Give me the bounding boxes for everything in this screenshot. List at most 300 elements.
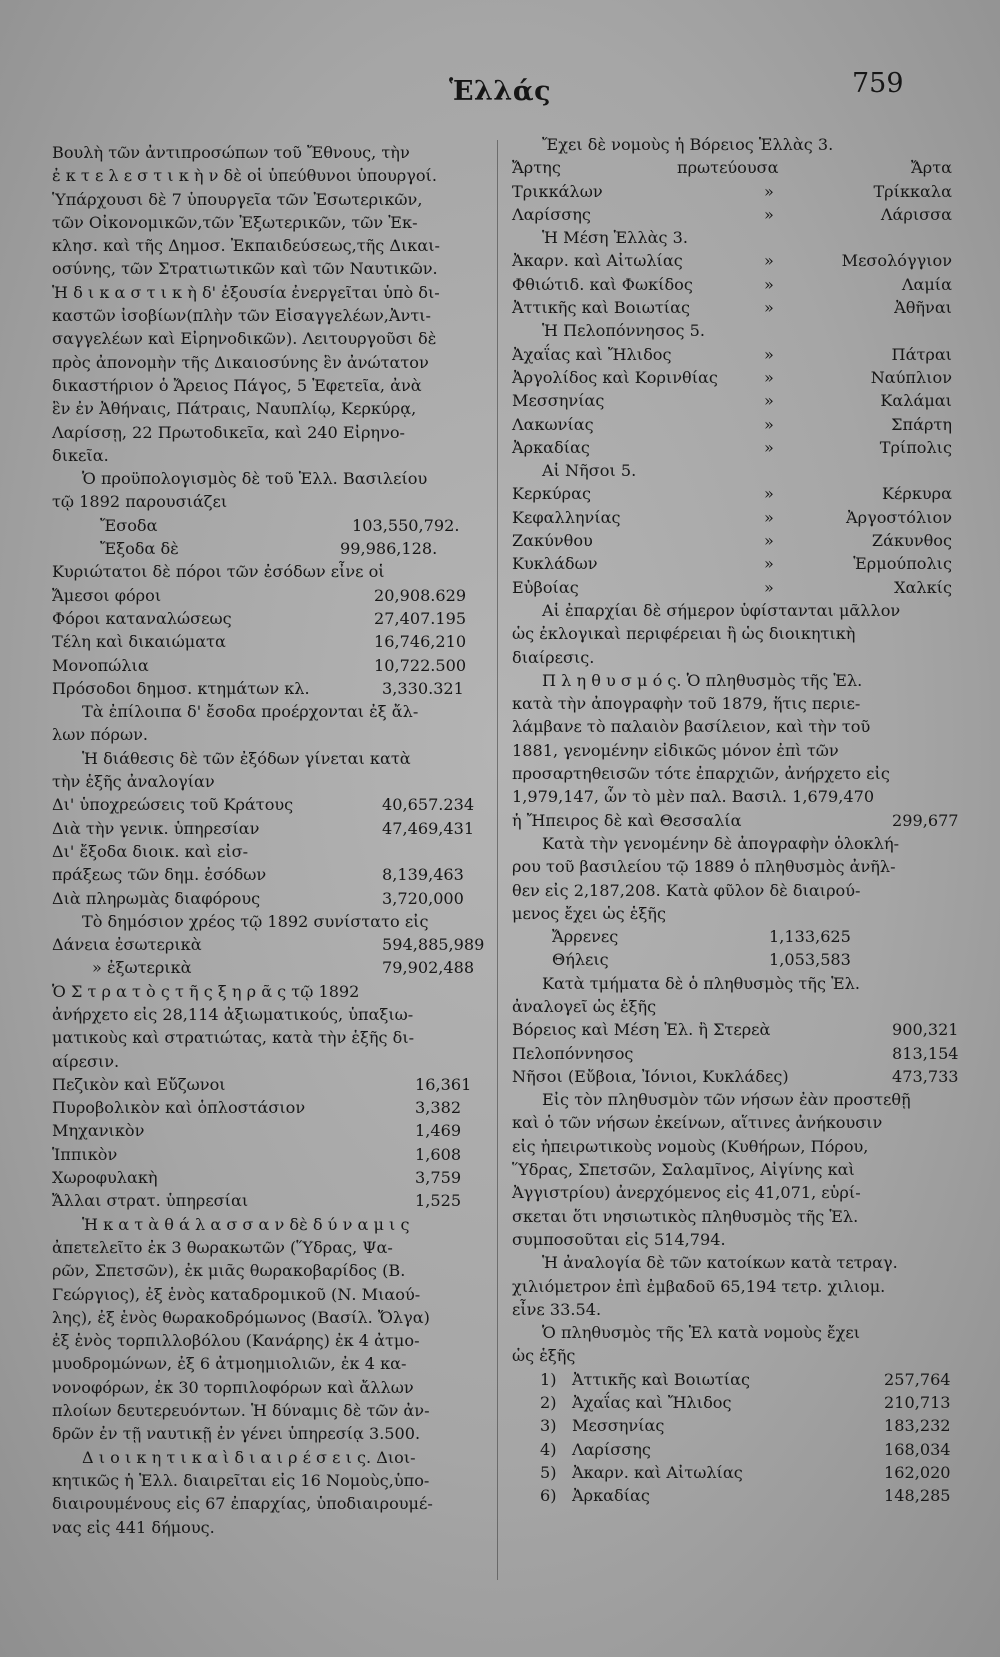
line-text: θεν εἰς 2,187,208. Κατὰ φῦλον δὲ διαιρού- bbox=[512, 880, 861, 900]
text-line bbox=[52, 304, 482, 327]
line-text: Φόροι καταναλώσεως bbox=[52, 608, 232, 628]
text-line bbox=[52, 560, 482, 583]
text-line bbox=[52, 327, 482, 350]
text-line bbox=[52, 1119, 482, 1142]
text-line bbox=[52, 1492, 482, 1515]
nomos-row bbox=[512, 413, 962, 436]
line-text: προσαρτηθεισῶν τότε ἐπαρχιῶν, ἀνήρχετο εἰς bbox=[512, 764, 890, 784]
left-column bbox=[52, 141, 485, 1539]
line-value: 99,986,128. bbox=[340, 539, 438, 559]
text-line bbox=[52, 1469, 482, 1492]
line-text: Πρόσοδοι δημοσ. κτημάτων κλ. bbox=[52, 678, 310, 698]
line-text: πλοίων δευτερευόντων. Ἡ δύναμις δὲ τῶν ἀν- bbox=[52, 1401, 430, 1421]
line-text: ρῶν, Σπετσῶν), ἐκ μιᾶς θωρακοβαρίδος (Β. bbox=[52, 1261, 406, 1281]
line-value: 1,608 bbox=[415, 1144, 462, 1164]
text-line bbox=[512, 739, 962, 762]
line-value: 299,677 bbox=[892, 810, 959, 830]
text-line bbox=[52, 607, 482, 630]
line-text: τῶν Οἰκονομικῶν,τῶν Ἐξωτερικῶν, τῶν Ἐκ- bbox=[52, 212, 418, 232]
nomos-name: Φθιώτιδ. καὶ Φωκίδος bbox=[512, 274, 693, 294]
text-line bbox=[52, 863, 482, 886]
page-title: Ἑλλάς bbox=[448, 76, 552, 107]
right-column bbox=[512, 133, 962, 1508]
nomos-capital: Πάτραι bbox=[891, 344, 952, 364]
line-text: Κατὰ τὴν γενομένην δὲ ἀπογραφὴν ὁλοκλή- bbox=[542, 833, 900, 853]
text-line bbox=[52, 421, 482, 444]
line-text: εἶνε 33.54. bbox=[512, 1299, 602, 1319]
text-line bbox=[512, 1135, 962, 1158]
nomos-row bbox=[512, 180, 962, 203]
text-line bbox=[512, 902, 962, 925]
ranking-number: 6) bbox=[540, 1486, 557, 1506]
line-text: Ἔσοδα bbox=[100, 515, 158, 535]
line-text: Διὰ τὴν γενικ. ὑπηρεσίαν bbox=[52, 818, 260, 838]
line-text: ἐξ ἑνὸς τορπιλλοβόλου (Κανάρης) ἐκ 4 ἀτμο- bbox=[52, 1331, 420, 1351]
nomos-row bbox=[512, 366, 962, 389]
line-text: μενος ἔχει ὡς ἑξῆς bbox=[512, 903, 666, 923]
line-value: 1,053,583 bbox=[769, 950, 851, 970]
line-text: Βουλὴ τῶν ἀντιπροσώπων τοῦ Ἔθνους, τὴν bbox=[52, 143, 410, 162]
nomos-capital: Καλάμαι bbox=[880, 391, 952, 411]
line-text: τῷ 1892 παρουσιάζει bbox=[52, 492, 228, 512]
ditto-mark: » bbox=[764, 367, 774, 387]
nomos-row bbox=[512, 459, 962, 482]
text-line bbox=[52, 1213, 482, 1236]
line-text: Ἄλλαι στρατ. ὑπηρεσίαι bbox=[52, 1191, 249, 1211]
text-line bbox=[52, 700, 482, 723]
line-value: 473,733 bbox=[892, 1066, 959, 1086]
line-text: Χωροφυλακὴ bbox=[52, 1168, 158, 1188]
text-line bbox=[512, 832, 962, 855]
nomos-name: Ἄρτης bbox=[512, 158, 561, 178]
text-line bbox=[52, 584, 482, 607]
ditto-mark: » bbox=[764, 484, 774, 504]
line-text: Ἡ διάθεσις δὲ τῶν ἐξόδων γίνεται κατὰ bbox=[82, 748, 411, 768]
line-text: Λαρίσσῃ, 22 Πρωτοδικεῖα, καὶ 240 Εἰρηνο- bbox=[52, 422, 405, 442]
text-line bbox=[512, 1065, 962, 1088]
nomos-capital: Τρίπολις bbox=[879, 437, 952, 457]
ranking-row bbox=[512, 1484, 962, 1507]
nomos-name: Εὐβοίας bbox=[512, 577, 579, 597]
nomos-capital: Ἑρμούπολις bbox=[853, 554, 952, 574]
line-text: Τὸ δημόσιον χρέος τῷ 1892 συνίστατο εἰς bbox=[82, 911, 429, 931]
text-line bbox=[52, 956, 482, 979]
line-text: καστῶν ἰσοβίων(πλὴν τῶν Εἰσαγγελέων,Ἀντι- bbox=[52, 306, 431, 326]
line-text: Ἄρρενες bbox=[552, 927, 619, 947]
ranking-name: Ἀχαΐας καὶ Ἤλιδος bbox=[572, 1393, 732, 1413]
line-text: ἐ κ τ ε λ ε σ τ ι κ ὴ ν δὲ οἱ ὑπεύθυνοι ὑπουργοί. bbox=[52, 166, 437, 186]
text-line bbox=[512, 1042, 962, 1065]
nomos-row bbox=[512, 249, 962, 272]
line-text: Δι' ἔξοδα διοικ. καὶ εἰσ- bbox=[52, 841, 249, 861]
text-line bbox=[512, 669, 962, 692]
line-text: Νῆσοι (Εὔβοια, Ἰόνιοι, Κυκλάδες) bbox=[512, 1066, 789, 1086]
ranking-name: Ἀττικῆς καὶ Βοιωτίας bbox=[572, 1369, 750, 1389]
nomos-capital-label: πρωτεύουσα bbox=[677, 158, 779, 178]
nomos-name: Ἔχει δὲ νομοὺς ἡ Βόρειος Ἑλλὰς 3. bbox=[542, 135, 834, 154]
line-text: εἰς ἠπειρωτικοὺς νομοὺς (Κυθήρων, Πόρου, bbox=[512, 1136, 869, 1156]
ranking-row bbox=[512, 1414, 962, 1437]
line-text: ἡ Ἤπειρος δὲ καὶ Θεσσαλία bbox=[512, 810, 742, 830]
nomos-capital: Μεσολόγγιον bbox=[841, 251, 952, 271]
line-text: αίρεσιν. bbox=[52, 1051, 120, 1071]
text-line bbox=[52, 910, 482, 933]
line-value: 1,525 bbox=[415, 1191, 462, 1211]
line-text: τὴν ἑξῆς ἀναλογίαν bbox=[52, 772, 215, 792]
line-value: 47,469,431 bbox=[382, 818, 475, 838]
nomos-row bbox=[512, 389, 962, 412]
nomos-capital: Σπάρτη bbox=[891, 414, 952, 434]
ditto-mark: » bbox=[764, 251, 774, 271]
text-line bbox=[52, 537, 482, 560]
line-value: 1,469 bbox=[415, 1121, 462, 1141]
nomos-capital: Κέρκυρα bbox=[882, 484, 952, 504]
text-line bbox=[52, 933, 485, 956]
line-text: σκεται ὅτι νησιωτικὸς πληθυσμὸς τῆς Ἑλ. bbox=[512, 1206, 859, 1226]
text-line bbox=[52, 281, 482, 304]
text-line bbox=[52, 397, 482, 420]
text-line bbox=[512, 622, 962, 645]
line-text: κητικῶς ἡ Ἑλλ. διαιρεῖται εἰς 16 Νομοὺς,ὑπο- bbox=[52, 1470, 430, 1490]
nomos-row bbox=[512, 529, 962, 552]
nomos-capital: Ἄρτα bbox=[910, 158, 952, 178]
text-line bbox=[52, 211, 482, 234]
line-text: Πυροβολικὸν καὶ ὁπλοστάσιον bbox=[52, 1098, 306, 1118]
text-line bbox=[52, 467, 482, 490]
nomos-capital: Ζάκυνθος bbox=[871, 531, 952, 551]
nomos-row bbox=[512, 552, 962, 575]
ditto-mark: » bbox=[764, 414, 774, 434]
line-text: Π λ η θ υ σ μ ό ς. Ὁ πληθυσμὸς τῆς Ἑλ. bbox=[542, 670, 863, 690]
text-line bbox=[512, 1088, 962, 1111]
nomos-name: Λακωνίας bbox=[512, 414, 594, 434]
text-line bbox=[52, 1329, 482, 1352]
line-text: διαιρουμένους εἰς 67 ἐπαρχίας, ὑποδιαιρουμέ- bbox=[52, 1494, 433, 1514]
line-value: 16,361 bbox=[415, 1074, 472, 1094]
text-line bbox=[512, 646, 962, 669]
nomos-name: Ἀργολίδος καὶ Κορινθίας bbox=[512, 367, 718, 387]
text-line bbox=[52, 1399, 482, 1422]
text-line bbox=[52, 444, 482, 467]
nomos-capital: Ἀργοστόλιον bbox=[846, 507, 952, 527]
line-text: Αἱ ἐπαρχίαι δὲ σήμερον ὑφίστανται μᾶλλον bbox=[542, 600, 901, 620]
line-value: 900,321 bbox=[892, 1020, 959, 1040]
line-value: 594,885,989 bbox=[382, 935, 485, 955]
line-value: 27,407.195 bbox=[374, 608, 467, 628]
text-line bbox=[512, 995, 962, 1018]
text-line bbox=[52, 1259, 482, 1282]
line-text: ὡς ἐκλογικαὶ περιφέρειαι ἢ ὡς διοικητικὴ bbox=[512, 624, 856, 644]
line-text: Δι' ὑποχρεώσεις τοῦ Κράτους bbox=[52, 795, 294, 815]
text-line bbox=[512, 1018, 962, 1041]
text-line bbox=[52, 654, 482, 677]
text-line bbox=[52, 1073, 482, 1096]
nomos-name: Κεφαλληνίας bbox=[512, 507, 621, 527]
text-line bbox=[52, 234, 482, 257]
line-text: 1881, γενομένην εἰδικῶς μόνον ἐπὶ τῶν bbox=[512, 740, 839, 760]
text-line bbox=[52, 840, 482, 863]
text-line bbox=[52, 887, 482, 910]
text-line bbox=[52, 770, 482, 793]
ranking-name: Λαρίσσης bbox=[572, 1439, 651, 1459]
line-text: ἀνήρχετο εἰς 28,114 ἀξιωματικούς, ὑπαξιω- bbox=[52, 1004, 414, 1024]
nomos-capital: Λάρισσα bbox=[880, 204, 952, 224]
line-text: Ἡ κ α τ ὰ θ ά λ α σ σ α ν δὲ δ ύ ν α μ ι ς bbox=[82, 1214, 410, 1234]
line-value: 103,550,792. bbox=[352, 515, 460, 535]
line-text: ἀπετελεῖτο ἐκ 3 θωρακωτῶν (Ὕδρας, Ψα- bbox=[52, 1237, 393, 1257]
line-text: Κυριώτατοι δὲ πόροι τῶν ἐσόδων εἶνε οἱ bbox=[52, 562, 385, 582]
text-line bbox=[512, 1321, 962, 1344]
ditto-mark: » bbox=[764, 554, 774, 574]
line-value: 3,330.321 bbox=[382, 678, 464, 698]
line-text: Δάνεια ἐσωτερικὰ bbox=[52, 935, 202, 955]
line-text: δρῶν ἐν τῇ ναυτικῇ ἐν γένει ὑπηρεσίᾳ 3.500. bbox=[52, 1424, 421, 1444]
text-line bbox=[512, 1298, 962, 1321]
line-text: νας εἰς 441 δήμους. bbox=[52, 1517, 215, 1537]
text-line bbox=[512, 715, 962, 738]
line-text: πρὸς ἀπονομὴν τῆς Δικαιοσύνης ἓν ἀνώτατον bbox=[52, 352, 429, 372]
nomos-row bbox=[512, 133, 962, 156]
line-value: 3,720,000 bbox=[382, 888, 464, 908]
ranking-number: 4) bbox=[540, 1439, 557, 1459]
nomos-name: Κυκλάδων bbox=[512, 554, 598, 574]
line-text: Ἡ δ ι κ α σ τ ι κ ὴ δ' ἐξουσία ἐνεργεῖται ὑπὸ δι- bbox=[52, 282, 440, 302]
ditto-mark: » bbox=[764, 344, 774, 364]
text-line bbox=[52, 1026, 482, 1049]
text-line bbox=[52, 723, 482, 746]
text-line bbox=[512, 925, 962, 948]
text-line bbox=[52, 1283, 482, 1306]
line-text: Ὁ πληθυσμὸς τῆς Ἑλ κατὰ νομοὺς ἔχει bbox=[542, 1323, 861, 1343]
line-value: 40,657.234 bbox=[382, 795, 475, 815]
nomos-name: Κερκύρας bbox=[512, 484, 592, 504]
text-line bbox=[52, 164, 482, 187]
line-text: πράξεως τῶν δημ. ἐσόδων bbox=[52, 865, 267, 885]
ditto-mark: » bbox=[764, 274, 774, 294]
text-line bbox=[512, 855, 962, 878]
text-line bbox=[52, 1189, 482, 1212]
line-text: Διὰ πληρωμὰς διαφόρους bbox=[52, 888, 261, 908]
ranking-number: 1) bbox=[540, 1369, 557, 1389]
nomos-row bbox=[512, 226, 962, 249]
line-text: λης), ἐξ ἑνὸς θωρακοδρόμωνος (Βασίλ. Ὄλγα) bbox=[52, 1307, 430, 1327]
text-line bbox=[52, 1096, 482, 1119]
line-text: σαγγελέων καὶ Εἰρηνοδικῶν). Λειτουργοῦσι δὲ bbox=[52, 329, 437, 349]
line-value: 3,759 bbox=[415, 1168, 462, 1188]
line-text: Ἄμεσοι φόροι bbox=[52, 585, 162, 605]
line-text: χιλιόμετρον ἐπὶ ἐμβαδοῦ 65,194 τετρ. χιλιομ. bbox=[512, 1276, 886, 1296]
line-text: Ἡ ἀναλογία δὲ τῶν κατοίκων κατὰ τετραγ. bbox=[542, 1253, 898, 1273]
text-line bbox=[512, 1228, 962, 1251]
text-line bbox=[52, 1003, 482, 1026]
nomos-row bbox=[512, 156, 962, 179]
ranking-name: Μεσσηνίας bbox=[572, 1416, 665, 1436]
ranking-number: 5) bbox=[540, 1462, 557, 1482]
line-text: Γεώργιος), ἐξ ἑνὸς καταδρομικοῦ (Ν. Μιαού- bbox=[52, 1284, 421, 1304]
line-value: 813,154 bbox=[892, 1043, 959, 1063]
line-text: Ὑπάρχουσι δὲ 7 ὑπουργεῖα τῶν Ἐσωτερικῶν, bbox=[52, 189, 423, 209]
ranking-value: 168,034 bbox=[884, 1439, 951, 1459]
line-text: Εἰς τὸν πληθυσμὸν τῶν νήσων ἐὰν προστεθῇ bbox=[542, 1090, 911, 1110]
text-line bbox=[52, 1050, 482, 1073]
text-line bbox=[52, 1516, 482, 1539]
line-text: κλησ. καὶ τῆς Δημοσ. Ἐκπαιδεύσεως,τῆς Δικαι- bbox=[52, 236, 440, 256]
line-text: μυοδρομώνων, ἐξ 6 ἀτμοημιολιῶν, ἐκ 4 κα- bbox=[52, 1354, 407, 1374]
line-value: 16,746,210 bbox=[374, 632, 467, 652]
line-value: 20,908.629 bbox=[374, 585, 467, 605]
ditto-mark: » bbox=[764, 437, 774, 457]
line-text: Πεζικὸν καὶ Εὔζωνοι bbox=[52, 1074, 226, 1094]
page-number: 759 bbox=[852, 68, 904, 99]
line-text: Ἀγγιστρίου) ἀνερχόμενος εἰς 41,071, εὑρί- bbox=[512, 1183, 861, 1203]
text-line bbox=[512, 599, 962, 622]
text-line bbox=[512, 1251, 962, 1274]
line-value: 10,722.500 bbox=[374, 655, 467, 675]
ranking-value: 210,713 bbox=[884, 1393, 951, 1413]
nomos-name: Τρικκάλων bbox=[512, 181, 603, 201]
text-line bbox=[52, 490, 482, 513]
ranking-value: 257,764 bbox=[884, 1369, 951, 1389]
text-line bbox=[52, 677, 482, 700]
text-line bbox=[512, 972, 962, 995]
line-text: κατὰ τὴν ἀπογραφὴν τοῦ 1879, ἥτις περιε- bbox=[512, 694, 861, 714]
line-text: λάμβανε τὸ παλαιὸν βασίλειον, καὶ τὴν τοῦ bbox=[512, 717, 871, 737]
nomos-name: Μεσσηνίας bbox=[512, 391, 605, 411]
text-line bbox=[512, 762, 962, 785]
text-line bbox=[52, 1376, 482, 1399]
nomos-capital: Λαμία bbox=[901, 274, 952, 294]
ranking-row bbox=[512, 1438, 962, 1461]
ranking-number: 3) bbox=[540, 1416, 557, 1436]
text-line bbox=[512, 879, 962, 902]
ditto-mark: » bbox=[764, 531, 774, 551]
text-line bbox=[52, 257, 482, 280]
nomos-row bbox=[512, 319, 962, 342]
text-line bbox=[52, 1422, 482, 1445]
line-value: 3,382 bbox=[415, 1098, 462, 1118]
text-line bbox=[52, 817, 482, 840]
line-text: Ἱππικὸν bbox=[52, 1144, 118, 1164]
nomos-capital: Ναύπλιον bbox=[870, 367, 952, 387]
line-text: Ὕδρας, Σπετσῶν, Σαλαμῖνος, Αἰγίνης καὶ bbox=[512, 1160, 855, 1180]
nomos-row bbox=[512, 482, 962, 505]
nomos-name: Ἡ Μέση Ἑλλὰς 3. bbox=[542, 228, 688, 248]
nomos-name: Αἱ Νῆσοι 5. bbox=[542, 461, 637, 481]
ranking-value: 183,232 bbox=[884, 1416, 951, 1436]
column-divider bbox=[497, 140, 498, 1580]
line-text: Μηχανικὸν bbox=[52, 1121, 145, 1141]
line-text: Ὁ προϋπολογισμὸς δὲ τοῦ Ἑλλ. Βασιλείου bbox=[82, 469, 428, 489]
ditto-mark: » bbox=[764, 577, 774, 597]
ranking-name: Ἀρκαδίας bbox=[572, 1486, 650, 1506]
text-line bbox=[52, 1446, 482, 1469]
line-text: Βόρειος καὶ Μέση Ἑλ. ἢ Στερεὰ bbox=[512, 1020, 771, 1040]
text-line bbox=[512, 1344, 962, 1367]
line-text: Κατὰ τμήματα δὲ ὁ πληθυσμὸς τῆς Ἑλ. bbox=[542, 973, 860, 993]
line-text: Δ ι ο ι κ η τ ι κ α ὶ δ ι α ι ρ έ σ ε ι ς. Διοι- bbox=[82, 1447, 416, 1467]
ranking-value: 148,285 bbox=[884, 1486, 951, 1506]
text-line bbox=[52, 793, 482, 816]
line-text: συμποσοῦται εἰς 514,794. bbox=[512, 1229, 726, 1249]
line-text: ἓν ἐν Ἀθήναις, Πάτραις, Ναυπλίῳ, Κερκύρᾳ, bbox=[52, 399, 417, 419]
text-line bbox=[512, 1111, 962, 1134]
text-line bbox=[512, 1181, 962, 1204]
nomos-capital: Ἀθῆναι bbox=[894, 298, 952, 318]
ditto-mark: » bbox=[764, 298, 774, 318]
text-line bbox=[512, 785, 962, 808]
nomos-row bbox=[512, 273, 962, 296]
nomos-row bbox=[512, 436, 962, 459]
nomos-name: Ἀκαρν. καὶ Αἰτωλίας bbox=[512, 251, 683, 271]
nomos-capital: Χαλκίς bbox=[894, 577, 952, 597]
line-text: Πελοπόννησος bbox=[512, 1043, 634, 1063]
nomos-name: Ἀττικῆς καὶ Βοιωτίας bbox=[512, 298, 690, 318]
nomos-row bbox=[512, 576, 962, 599]
ranking-value: 162,020 bbox=[884, 1462, 951, 1482]
nomos-name: Ἀρκαδίας bbox=[512, 437, 590, 457]
line-text: Τὰ ἐπίλοιπα δ' ἔσοδα προέρχονται ἐξ ἄλ- bbox=[82, 702, 419, 722]
text-line bbox=[52, 188, 482, 211]
text-line bbox=[52, 1236, 482, 1259]
line-text: ὡς ἑξῆς bbox=[512, 1346, 576, 1366]
line-text: Τέλη καὶ δικαιώματα bbox=[52, 632, 226, 652]
line-text: οσύνης, τῶν Στρατιωτικῶν καὶ τῶν Ναυτικῶν. bbox=[52, 259, 438, 279]
text-line bbox=[52, 1166, 482, 1189]
text-line bbox=[512, 1275, 962, 1298]
nomos-name: Ἀχαΐας καὶ Ἤλιδος bbox=[512, 344, 672, 364]
line-text: ματικοὺς καὶ στρατιώτας, κατὰ τὴν ἑξῆς δι- bbox=[52, 1028, 415, 1048]
nomos-capital: Τρίκκαλα bbox=[873, 181, 952, 201]
line-text: δικεῖα. bbox=[52, 445, 109, 465]
ditto-mark: » bbox=[764, 507, 774, 527]
ranking-row bbox=[512, 1368, 962, 1391]
line-text: 1,979,147, ὧν τὸ μὲν παλ. Βασιλ. 1,679,470 bbox=[512, 787, 875, 807]
text-line bbox=[52, 1352, 482, 1375]
nomos-row bbox=[512, 506, 962, 529]
text-line bbox=[52, 141, 482, 164]
text-line bbox=[52, 980, 482, 1003]
ditto-mark: » bbox=[764, 181, 774, 201]
text-line bbox=[52, 374, 482, 397]
text-line bbox=[512, 692, 962, 715]
text-line bbox=[512, 809, 962, 832]
line-text: Θήλεις bbox=[552, 950, 609, 970]
nomos-name: Ζακύνθου bbox=[512, 531, 593, 551]
nomos-row bbox=[512, 343, 962, 366]
line-text: ἀναλογεῖ ὡς ἑξῆς bbox=[512, 996, 657, 1016]
ranking-number: 2) bbox=[540, 1393, 557, 1413]
ditto-mark: » bbox=[764, 204, 774, 224]
line-text: δικαστήριον ὁ Ἄρειος Πάγος, 5 Ἐφετεῖα, ἀνὰ bbox=[52, 375, 422, 395]
line-text: » ἐξωτερικὰ bbox=[92, 958, 192, 978]
line-text: ρου τοῦ βασιλείου τῷ 1889 ὁ πληθυσμὸς ἀνῆλ- bbox=[512, 857, 896, 877]
line-value: 1,133,625 bbox=[769, 927, 851, 947]
ditto-mark: » bbox=[764, 391, 774, 411]
nomos-row bbox=[512, 203, 962, 226]
text-line bbox=[52, 1306, 482, 1329]
line-text: Ἔξοδα δὲ bbox=[100, 539, 179, 559]
text-line bbox=[512, 1158, 962, 1181]
line-text: νονοφόρων, ἐκ 30 τορπιλοφόρων καὶ ἄλλων bbox=[52, 1377, 414, 1397]
line-value: 79,902,488 bbox=[382, 958, 475, 978]
line-text: Ὁ Σ τ ρ α τ ὸ ς τ ῆ ς ξ η ρ ᾶ ς τῷ 1892 bbox=[52, 981, 360, 1001]
line-text: καὶ ὁ τῶν νήσων ἐκείνων, αἵτινες ἀνήκουσιν bbox=[512, 1113, 883, 1133]
text-line bbox=[52, 351, 482, 374]
line-value: 8,139,463 bbox=[382, 865, 464, 885]
text-line bbox=[52, 630, 482, 653]
nomos-name: Λαρίσσης bbox=[512, 204, 591, 224]
text-line bbox=[52, 747, 482, 770]
